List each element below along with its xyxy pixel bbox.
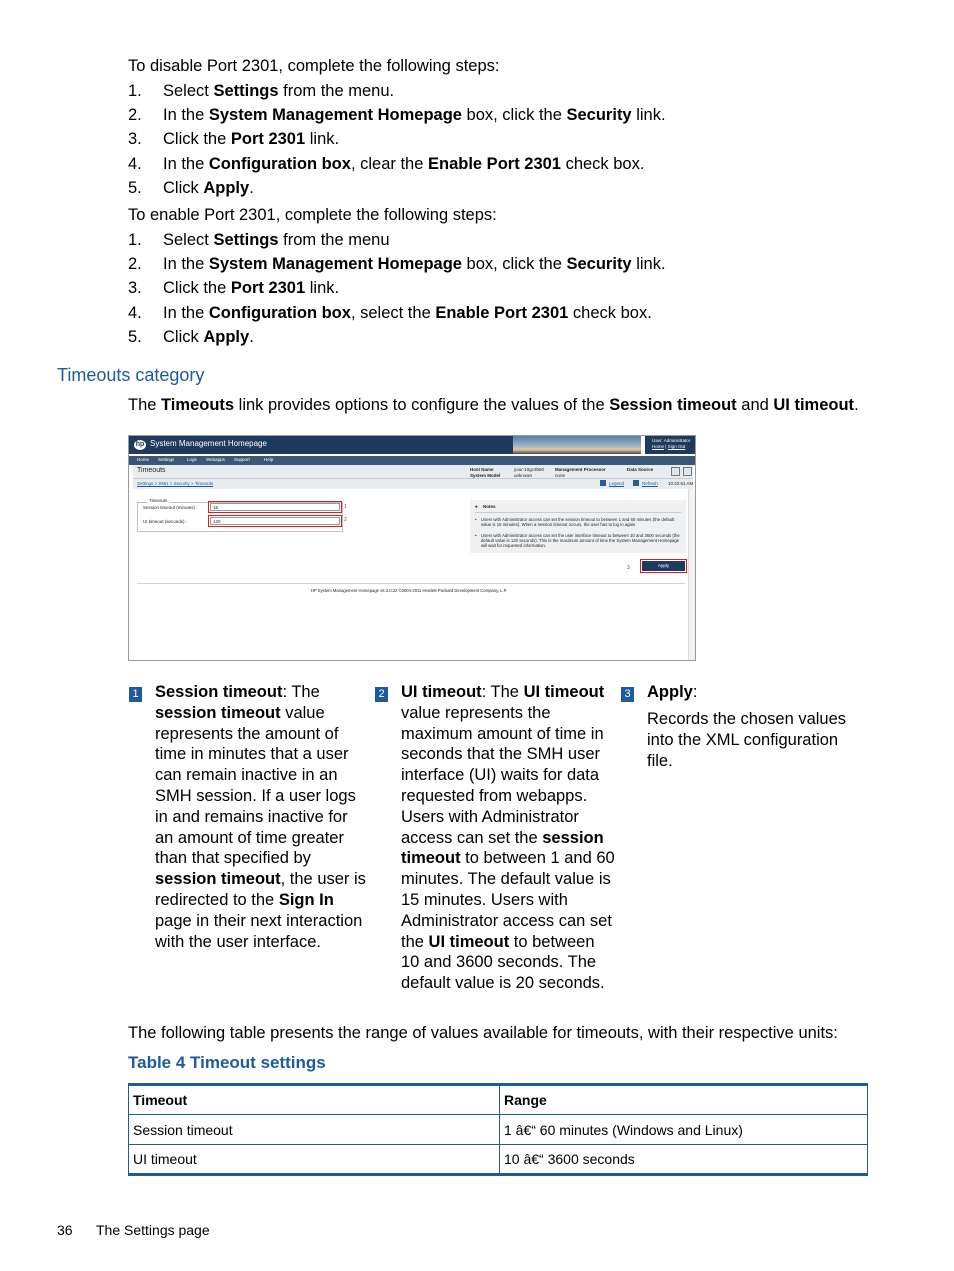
callout-1-marker: 1 <box>344 504 347 510</box>
table-cell: UI timeout <box>129 1145 500 1175</box>
section-heading: Timeouts category <box>57 365 205 385</box>
bold-term: Settings <box>213 231 279 249</box>
smh-footer: HP System Management Homepage v6.3.0.22 ©2004-2011 Hewlett-Packard Development Company, L.P. <box>310 588 508 593</box>
text-run: box, click the <box>461 106 567 125</box>
bold-term: Port 2301 <box>230 130 306 149</box>
mgmt-processor-label: Management Processor <box>555 467 606 472</box>
text-run: Select <box>163 82 214 100</box>
bold-term: Security <box>566 106 632 125</box>
disable-intro: To disable Port 2301, complete the following steps: <box>128 57 500 75</box>
table-cell: Session timeout <box>129 1115 500 1145</box>
text-run: Click the <box>163 279 231 298</box>
notes-panel <box>470 500 686 553</box>
table-row <box>129 1145 868 1175</box>
callout-2-text <box>401 682 616 994</box>
bold-term: System Management Homepage <box>208 106 462 125</box>
step-item <box>128 327 888 347</box>
step-number: 5. <box>128 327 142 346</box>
bold-term: Sign In <box>278 890 334 909</box>
text-run: from the menu <box>278 231 390 249</box>
table-cell: 1 â€“ 60 minutes (Windows and Linux) <box>500 1115 868 1145</box>
table-intro: The following table presents the range of values available for timeouts, with their respective units: <box>128 1024 838 1042</box>
data-source-label: Data Source <box>627 467 654 472</box>
step-number: 2. <box>128 255 142 274</box>
home-link[interactable]: Home <box>652 444 665 449</box>
apply-button[interactable]: Apply <box>642 561 685 571</box>
step-number: 2. <box>128 106 142 125</box>
text-run: , the user is redirected to the <box>155 870 366 909</box>
text-run: link. <box>305 279 340 298</box>
text-run: : The <box>481 683 524 701</box>
smh-page-title: Timeouts <box>137 467 166 474</box>
menu-item-webapps[interactable]: Webapps <box>206 457 225 462</box>
table-cell: 10 â€“ 3600 seconds <box>500 1145 868 1175</box>
host-name-value: your-10gc3b60 <box>514 467 545 472</box>
callout-1-badge: 1 <box>129 687 142 702</box>
step-item <box>128 254 888 274</box>
step-text <box>163 105 666 125</box>
text-run: and <box>736 396 774 414</box>
step-number: 1. <box>128 231 142 249</box>
note-bullet-1: • <box>475 517 477 522</box>
bold-term: session timeout <box>401 828 604 868</box>
step-number: 3. <box>128 130 142 149</box>
step-text <box>163 178 254 198</box>
text-run: , clear the <box>350 154 428 173</box>
step-text <box>163 327 254 347</box>
time-readout: 10:42:51 AM <box>668 481 694 486</box>
ui-timeout-input[interactable] <box>210 517 340 525</box>
smh-screenshot <box>128 435 696 661</box>
banner-image <box>513 436 641 454</box>
text-run: In the <box>163 255 209 274</box>
bold-term: Enable Port 2301 <box>435 303 569 322</box>
text-run: : The <box>282 683 320 701</box>
text-run: Click <box>163 178 204 197</box>
step-number: 3. <box>128 279 142 298</box>
content-divider <box>137 583 685 584</box>
text-run: link. <box>631 106 666 125</box>
smh-header-panel <box>133 465 693 489</box>
user-label: User: Administrator <box>652 438 691 443</box>
enable-intro: To enable Port 2301, complete the following steps: <box>128 206 497 224</box>
step-text <box>163 129 339 149</box>
step-number: 1. <box>128 82 142 100</box>
bold-term: Enable Port 2301 <box>428 154 561 173</box>
bold-term: Apply <box>203 327 250 346</box>
bold-term: System Management Homepage <box>208 255 462 274</box>
bold-term: Timeouts <box>161 396 235 414</box>
callout-3-title-text: Apply <box>647 683 693 701</box>
ui-timeout-label: UI timeout (seconds) : <box>143 519 188 524</box>
step-number: 4. <box>128 154 142 173</box>
session-timeout-label: Session timeout (minutes) : <box>143 505 198 510</box>
step-item <box>128 105 888 125</box>
text-run: In the <box>163 106 209 125</box>
step-number: 5. <box>128 178 142 197</box>
step-item <box>128 303 888 323</box>
hp-logo-icon: hp <box>135 441 145 448</box>
bold-term: Settings <box>213 82 279 100</box>
step-text <box>163 154 644 174</box>
text-run: value represents the maximum amount of time in seconds that the SMH user interface (UI) waits for data requested from webapps. Users with Administrator access can set the <box>401 703 604 847</box>
timeouts-group-label: Timeouts <box>149 498 168 503</box>
page-number: 36 <box>57 1222 73 1238</box>
menu-item-help[interactable]: Help <box>264 457 274 462</box>
step-item <box>128 178 888 198</box>
text-run: check box. <box>560 154 645 173</box>
step-text <box>163 278 339 298</box>
user-box: User: Administrator Home | Sign Out <box>645 436 696 454</box>
bold-term: Session timeout <box>609 396 737 414</box>
table-header-timeout: Timeout <box>129 1085 500 1115</box>
table-header-range: Range <box>500 1085 868 1115</box>
callout-3-title <box>647 682 857 703</box>
callout-3-body: Records the chosen values into the XML configuration file. <box>647 710 847 770</box>
notes-icon: ● <box>475 504 478 509</box>
step-text <box>163 254 666 274</box>
note-2: Users with Administrator access can set the user interface timeout to between 10 and 3600 seconds (the default value is 120 seconds). This is the maximum amount of time the System Management Homepage will wait for requested information. <box>481 533 680 549</box>
step-text <box>163 230 390 250</box>
callout-2-badge: 2 <box>375 687 388 702</box>
table-header-row <box>129 1085 868 1115</box>
note-1: Users with Administrator access can set the session timeout to between 1 and 60 minutes (the default value is 15 minutes). When a session timeout occurs, the user has to log in again. <box>481 517 675 528</box>
menu-item-home[interactable]: Home <box>137 457 150 462</box>
scrollbar[interactable] <box>688 489 695 661</box>
callout-3-badge: 3 <box>621 687 634 702</box>
text-run: box, click the <box>461 255 567 274</box>
refresh-icon <box>633 480 639 486</box>
text-run: from the menu. <box>278 82 395 100</box>
text-run: Select <box>163 231 214 249</box>
text-run: to between 1 and 60 minutes. The default value is 15 minutes. Users with Administrator access can set the <box>401 849 615 951</box>
section-intro <box>128 395 859 415</box>
bold-term: session timeout <box>155 870 281 889</box>
system-model-label: System Model <box>470 473 501 478</box>
step-number: 4. <box>128 303 142 322</box>
bold-term: UI timeout <box>773 396 855 414</box>
print-icon[interactable] <box>671 467 680 476</box>
text-run: In the <box>163 154 209 173</box>
session-timeout-value: 15 <box>213 505 219 510</box>
menu-item-settings[interactable]: Settings <box>158 457 175 462</box>
step-text <box>163 81 394 101</box>
text-run: . <box>249 327 254 346</box>
system-model-value: unknown <box>514 473 533 478</box>
menu-item-logs[interactable]: Logs <box>187 457 197 462</box>
bold-term: Session timeout <box>155 683 283 701</box>
header-divider <box>133 478 693 479</box>
bold-term: Configuration box <box>208 303 351 322</box>
bold-term: Port 2301 <box>230 279 306 298</box>
bold-term: UI timeout <box>523 683 605 701</box>
callout-2-marker: 2 <box>344 517 347 523</box>
text-run: . <box>249 178 254 197</box>
text-run: Click the <box>163 130 231 149</box>
step-item <box>128 278 888 298</box>
menu-item-support[interactable]: Support <box>234 457 250 462</box>
host-name-label: Host Name <box>470 467 494 472</box>
step-item <box>128 81 888 101</box>
text-run: link provides options to configure the values of the <box>234 396 610 414</box>
table-icon[interactable] <box>683 467 692 476</box>
smh-title-bar <box>129 436 513 454</box>
text-run: link. <box>305 130 340 149</box>
notes-title: Notes <box>483 504 496 509</box>
step-text <box>163 303 652 323</box>
table-caption: Table 4 Timeout settings <box>128 1053 326 1072</box>
sign-out-link[interactable]: Sign Out <box>667 444 686 449</box>
ui-timeout-value: 120 <box>213 519 221 524</box>
bold-term: session timeout <box>155 703 281 722</box>
callout-3-title-suffix: : <box>692 683 698 701</box>
text-run: to between 10 and 3600 seconds. The default value is 20 seconds. <box>401 932 605 993</box>
text-run: value represents the amount of time in minutes that a user can remain inactive in an SMH session. If a user logs in and remains inactive for an amount of time greater than that specified by <box>155 703 356 868</box>
notes-divider <box>475 512 681 513</box>
mgmt-processor-value: none <box>555 473 566 478</box>
step-item <box>128 129 888 149</box>
legend-icon <box>600 480 606 486</box>
step-item <box>128 154 888 174</box>
timeout-settings-table <box>128 1083 868 1176</box>
session-timeout-input[interactable] <box>210 503 340 511</box>
callout-1-text <box>155 682 370 952</box>
note-bullet-2: • <box>475 533 477 538</box>
legend-link[interactable]: Legend <box>609 481 625 486</box>
text-run: page in their next interaction with the user interface. <box>155 911 363 951</box>
refresh-link[interactable]: Refresh <box>642 481 658 486</box>
text-run: Click <box>163 327 204 346</box>
bold-term: UI timeout <box>428 932 510 951</box>
callout-3-marker: 3 <box>627 565 630 571</box>
bold-term: Configuration box <box>208 154 351 173</box>
text-run: , select the <box>350 303 436 322</box>
footer-section: The Settings page <box>96 1222 210 1238</box>
text-run: . <box>854 396 859 414</box>
smh-menu-bar <box>129 456 696 465</box>
step-item <box>128 230 888 250</box>
text-run: check box. <box>568 303 652 322</box>
text-run: In the <box>163 303 209 322</box>
text-run: The <box>128 396 162 414</box>
text-run: link. <box>631 255 666 274</box>
bold-term: UI timeout <box>401 683 482 701</box>
bold-term: Security <box>566 255 632 274</box>
smh-app-title: System Management Homepage <box>150 439 267 448</box>
bold-term: Apply <box>203 178 250 197</box>
smh-breadcrumb[interactable]: Settings > SMH > Security > Timeouts <box>137 481 214 486</box>
table-row <box>129 1115 868 1145</box>
